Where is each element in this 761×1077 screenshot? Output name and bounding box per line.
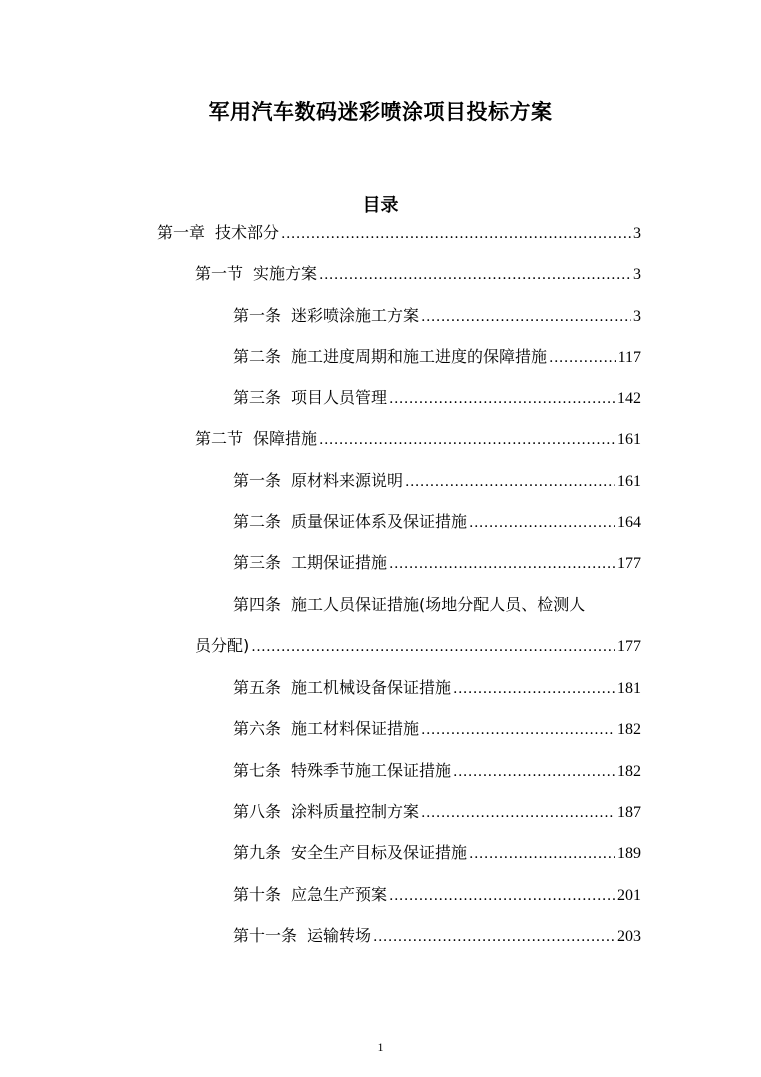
toc-entry-title: 质量保证体系及保证措施 [291,512,468,531]
toc-leader-dots [319,432,615,448]
toc-entry-page: 164 [617,514,641,531]
toc-entry-title: 应急生产预案 [291,885,388,904]
toc-leader-dots [421,722,615,738]
toc-entry-number: 第一条 [233,306,282,325]
toc-entry-article[interactable] [233,303,641,327]
toc-entry-page: 189 [617,845,641,862]
toc-entry-title: 施工机械设备保证措施 [291,678,452,697]
toc-entry-section-2[interactable] [195,426,641,450]
toc-leader-dots [389,888,615,904]
toc-leader-dots [405,474,615,490]
toc-entry-page: 203 [617,928,641,945]
toc-entry-title: 安全生产目标及保证措施 [291,843,468,862]
toc-leader-dots [549,350,616,366]
toc-entry-article[interactable] [233,758,641,782]
toc-entry-title: 项目人员管理 [291,388,388,407]
toc-entry-number: 第二节 [195,429,244,448]
toc-entry-number: 第三条 [233,553,282,572]
toc-entry-number: 第一节 [195,264,244,283]
toc-entry-page: 177 [617,638,641,655]
toc-entry-article[interactable] [233,509,641,533]
toc-entry-page: 161 [617,473,641,490]
toc-entry-article[interactable] [233,716,641,740]
toc-leader-dots [319,267,631,283]
toc-entry-article[interactable] [233,840,641,864]
toc-entry-page: 181 [617,680,641,697]
toc-leader-dots [389,391,615,407]
toc-entry-number: 第四条 [233,595,282,614]
toc-entry-section-1[interactable] [195,261,641,285]
toc-leader-dots [281,226,631,242]
toc-entry-page: 3 [633,266,641,283]
toc-entry-title: 特殊季节施工保证措施 [291,761,452,780]
toc-leader-dots [469,846,615,862]
toc-entry-number: 第五条 [233,678,282,697]
toc-entry-page: 182 [617,763,641,780]
toc-leader-dots [389,556,615,572]
toc-entry-title: 施工进度周期和施工进度的保障措施 [291,347,548,366]
toc-leader-dots [251,639,615,655]
toc-entry-title-continued: 员分配) [195,636,250,655]
toc-entry-title: 涂料质量控制方案 [291,802,420,821]
toc-entry-number: 第七条 [233,761,282,780]
toc-entry-page: 142 [617,390,641,407]
toc-entry-number: 第二条 [233,512,282,531]
toc-entry-page: 177 [617,555,641,572]
toc-heading: 目录 [362,195,399,216]
toc-entry-number: 第二条 [233,347,282,366]
toc-entry-number: 第三条 [233,388,282,407]
toc-leader-dots [453,764,615,780]
toc-entry-article[interactable] [233,923,641,947]
toc-entry-page: 3 [633,225,641,242]
toc-entry-chapter-1[interactable] [157,220,641,244]
toc-entry-number: 第一条 [233,471,282,490]
toc-leader-dots [421,805,615,821]
toc-entry-title: 施工材料保证措施 [291,719,420,738]
document-title: 军用汽车数码迷彩喷涂项目投标方案 [208,100,553,124]
toc-entry-page: 117 [617,349,641,366]
toc-entry-article[interactable] [233,550,641,574]
page-number: 1 [377,1040,384,1054]
toc-leader-dots [373,929,615,945]
toc-entry-page: 201 [617,887,641,904]
toc-entry-article[interactable] [233,675,641,699]
toc-entry-page: 3 [633,308,641,325]
toc-entry-number: 第十一条 [233,926,298,945]
toc-leader-dots [469,515,615,531]
toc-entry-article-continued[interactable] [195,633,641,657]
toc-entry-article[interactable] [233,385,641,409]
toc-entry-title: 保障措施 [253,429,318,448]
toc-entry-page: 182 [617,721,641,738]
toc-entry-page: 187 [617,804,641,821]
toc-entry-title: 施工人员保证措施(场地分配人员、检测人 [291,595,586,614]
toc-entry-title: 技术部分 [215,223,280,242]
toc-leader-dots [421,309,631,325]
toc-entry-number: 第六条 [233,719,282,738]
toc-entry-article[interactable] [233,468,641,492]
toc-entry-number: 第一章 [157,223,206,242]
toc-entry-article[interactable] [233,882,641,906]
toc-entry-number: 第九条 [233,843,282,862]
toc-entry-title: 工期保证措施 [291,553,388,572]
toc-entry-number: 第十条 [233,885,282,904]
toc-leader-dots [453,681,615,697]
toc-entry-number: 第八条 [233,802,282,821]
toc-entry-title: 实施方案 [253,264,318,283]
toc-entry-article[interactable] [233,592,641,616]
toc-entry-title: 迷彩喷涂施工方案 [291,306,420,325]
toc-entry-article[interactable] [233,344,641,368]
toc-entry-title: 原材料来源说明 [291,471,404,490]
toc-entry-article[interactable] [233,799,641,823]
toc-entry-page: 161 [617,431,641,448]
toc-entry-title: 运输转场 [307,926,372,945]
